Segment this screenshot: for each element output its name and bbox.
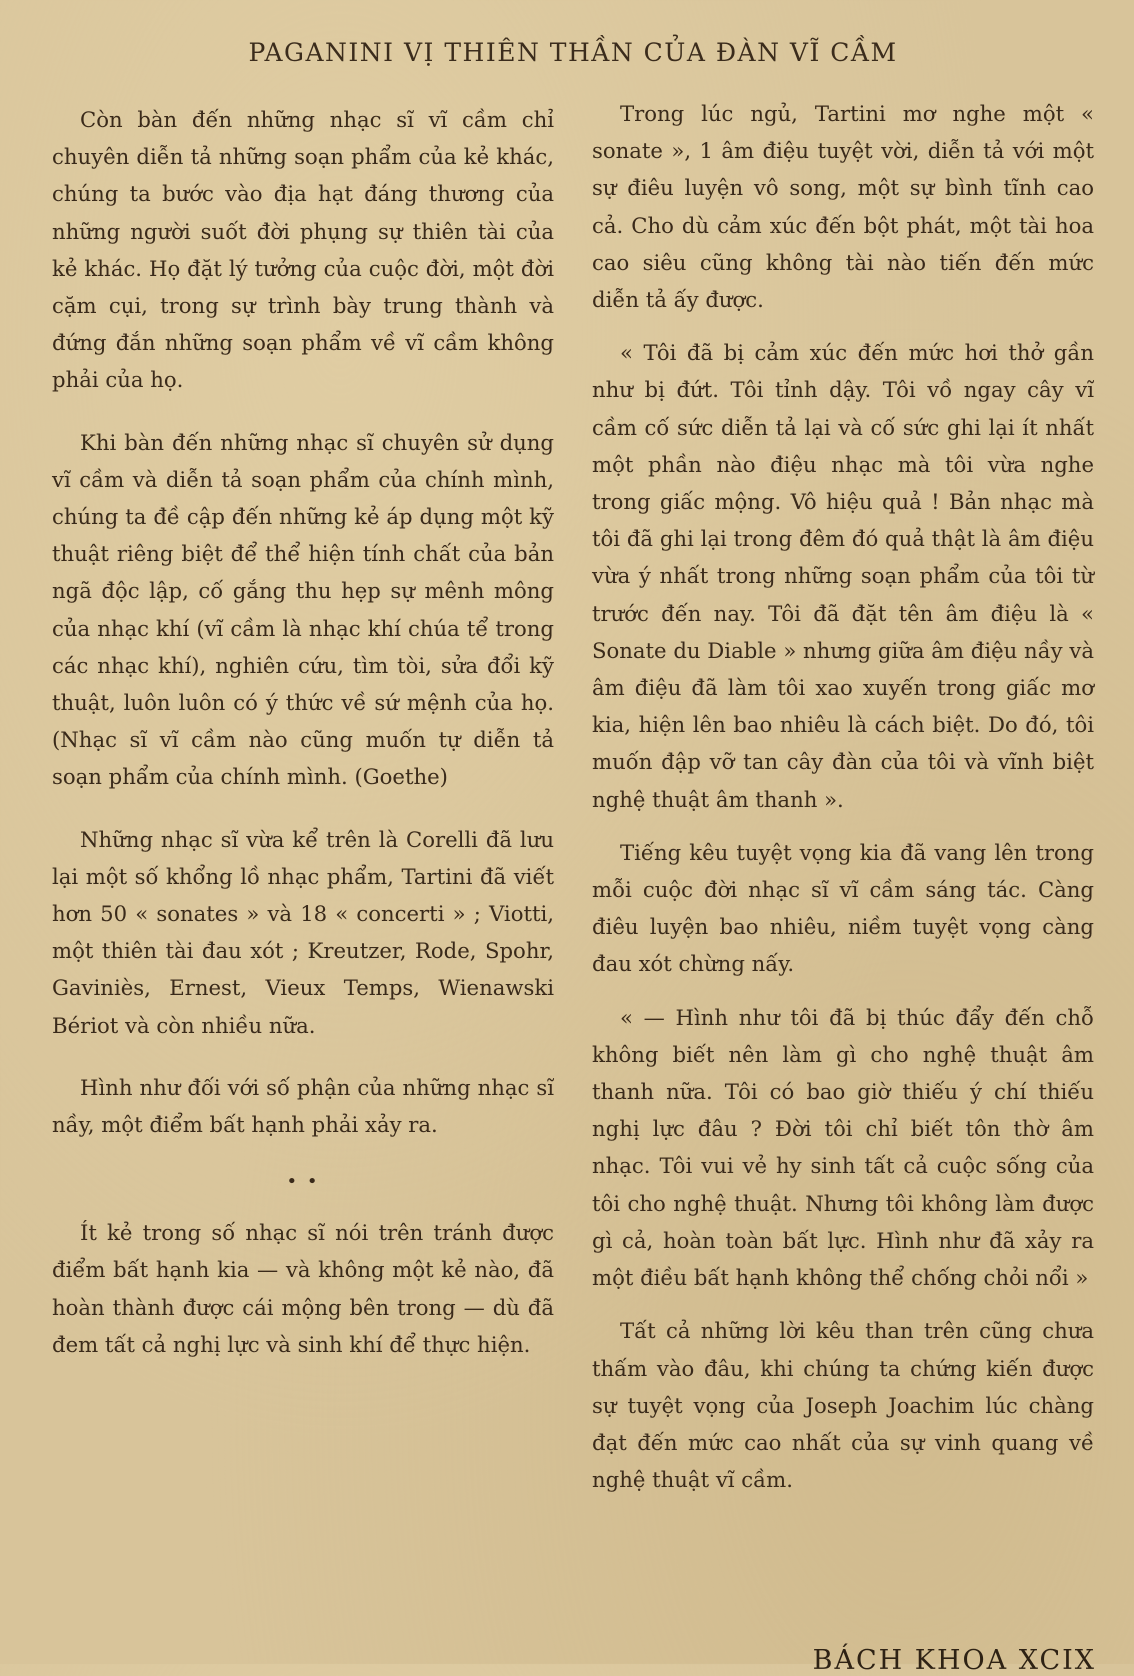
paragraph: Ít kẻ trong số nhạc sĩ nói trên tránh được điểm bất hạnh kia — và không một kẻ nào, đã hoàn thành được cái mộng bên trong — dù đã đem tất cả nghị lực và sinh khí để thực hiện. — [52, 1220, 554, 1357]
paragraph: Những nhạc sĩ vừa kể trên là Corelli đã lưu lại một số khổng lồ nhạc phẩm, Tartini đã viết hơn 50 « sonates » và 18 « concerti » ; Viotti, một thiên tài đau xót ; Kreutzer, Rode, Spohr, Gaviniès, Ernest, Vieux Temps, Wienawski Bériot và còn nhiều nữa. — [52, 826, 554, 1038]
paragraph: Tiếng kêu tuyệt vọng kia đã vang lên trong mỗi cuộc đời nhạc sĩ vĩ cầm sáng tác. Càng điêu luyện bao nhiêu, niềm tuyệt vọng càng đau xót chừng nấy. — [592, 839, 1094, 977]
paragraph: « Tôi đã bị cảm xúc đến mức hơi thở gần như bị đứt. Tôi tỉnh dậy. Tôi vồ ngay cây vĩ cầm cố sức diễn tả lại và cố sức ghi lại ít nhất một phần nào điệu nhạc mà tôi vừa nghe trong giấc mộng. Vô hiệu quả ! Bản nhạc mà tôi đã ghi lại trong đêm đó quả thật là âm điệu vừa ý nhất trong những soạn phẩm của tôi từ trước đến nay. Tôi đã đặt tên âm điệu là « Sonate du Diable » nhưng giữa âm điệu nầy và âm điệu đã làm tôi xao xuyến trong giấc mơ kia, hiện lên bao nhiêu là cách biệt. Do đó, tôi muốn đập vỡ tan cây đàn của tôi và vĩnh biệt nghệ thuật âm thanh ». — [592, 340, 1094, 812]
page-title: PAGANINI VỊ THIÊN THẦN CỦA ĐÀN VĨ CẦM — [248, 38, 898, 67]
left-column — [52, 95, 554, 1514]
paragraph: Hình như đối với số phận của những nhạc sĩ nầy, một điểm bất hạnh phải xảy ra. — [52, 1074, 554, 1138]
section-separator: • • — [286, 1171, 320, 1193]
text-columns — [52, 95, 1094, 1514]
paragraph: Còn bàn đến những nhạc sĩ vĩ cầm chỉ chuyên diễn tả những soạn phẩm của kẻ khác, chúng ta bước vào địa hạt đáng thương của những người suốt đời phụng sự thiên tài của kẻ khác. Họ đặt lý tưởng của cuộc đời, một đời cặm cụi, trong sự trình bày trung thành và đứng đắn những soạn phẩm về vĩ cầm không phải của họ. — [52, 107, 554, 393]
paragraph: « — Hình như tôi đã bị thúc đẩy đến chỗ không biết nên làm gì cho nghệ thuật âm thanh nữa. Tôi có bao giờ thiếu ý chí thiếu nghị lực đâu ? Đời tôi chỉ biết tôn thờ âm nhạc. Tôi vui vẻ hy sinh tất cả cuộc sống của tôi cho nghệ thuật. Nhưng tôi không làm được gì cả, hoàn toàn bất lực. Hình như đã xảy ra một điều bất hạnh không thể chống chỏi nổi » — [592, 1004, 1094, 1291]
page-footer: BÁCH KHOA XCIX — [812, 1645, 1096, 1676]
paragraph: Khi bàn đến những nhạc sĩ chuyên sử dụng vĩ cầm và diễn tả soạn phẩm của chính mình, chúng ta đề cập đến những kẻ áp dụng một kỹ thuật riêng biệt để thể hiện tính chất của bản ngã độc lập, cố gắng thu hẹp sự mênh mông của nhạc khí (vĩ cầm là nhạc khí chúa tể trong các nhạc khí), nghiên cứu, tìm tòi, sửa đổi kỹ thuật, luôn luôn có ý thức về sứ mệnh của họ. (Nhạc sĩ vĩ cầm nào cũng muốn tự diễn tả soạn phẩm của chính mình. (Goethe) — [52, 429, 554, 790]
paragraph: Tất cả những lời kêu than trên cũng chưa thấm vào đâu, khi chúng ta chứng kiến được sự tuyệt vọng của Joseph Joachim lúc chàng đạt đến mức cao nhất của sự vinh quang về nghệ thuật vĩ cầm. — [592, 1318, 1094, 1493]
right-column — [592, 95, 1094, 1514]
paragraph: Trong lúc ngủ, Tartini mơ nghe một « sonate », 1 âm điệu tuyệt vời, diễn tả với một sự điêu luyện vô song, một sự bình tĩnh cao cả. Cho dù cảm xúc đến bột phát, một tài hoa cao siêu cũng không tài nào tiến đến mức diễn tả ấy được. — [592, 101, 1094, 313]
